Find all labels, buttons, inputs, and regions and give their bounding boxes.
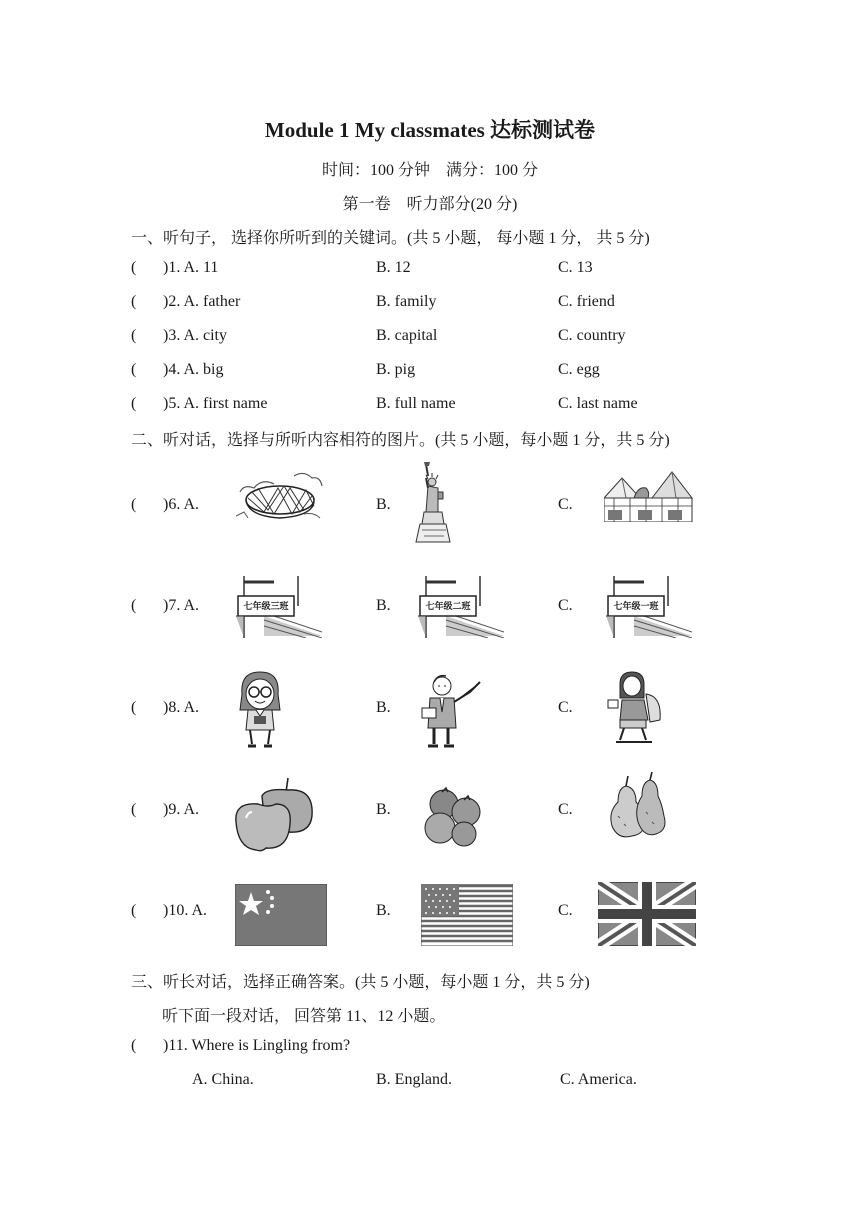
classroom-sign-icon[interactable] — [604, 576, 692, 638]
answer-blank[interactable]: ( — [131, 597, 137, 614]
section-1-heading: 一、听句子， 选择你所听到的关键词。(共 5 小题， 每小题 1 分， 共 5 分) — [131, 230, 650, 247]
option-b: B. pig — [376, 361, 416, 378]
page-title: Module 1 My classmates 达标测试卷 — [264, 118, 596, 142]
usa-flag-icon[interactable] — [421, 884, 513, 946]
question-row — [131, 259, 731, 283]
girl-with-glasses-icon[interactable] — [236, 670, 284, 752]
option-c: C. 13 — [558, 259, 593, 276]
option-a: )9. A. — [163, 801, 199, 818]
option-b: B. full name — [376, 395, 456, 412]
option-c: C. egg — [558, 361, 600, 378]
option-c: C. America. — [560, 1071, 637, 1088]
question-row — [131, 327, 731, 351]
question-row — [131, 293, 731, 317]
option-a: )6. A. — [163, 496, 199, 513]
class-sign-label: 七年级三班 — [243, 602, 289, 612]
question-row — [131, 361, 731, 385]
option-b: B. family — [376, 293, 437, 310]
option-b: B. — [376, 597, 391, 614]
option-b: B. — [376, 801, 391, 818]
option-b: B. capital — [376, 327, 438, 344]
question-row — [131, 1037, 731, 1061]
question-text: )11. Where is Lingling from? — [163, 1037, 351, 1054]
options-row — [131, 1071, 731, 1095]
option-a: )1. A. 11 — [163, 259, 219, 276]
answer-blank[interactable]: ( — [131, 1037, 137, 1054]
option-c: C. — [558, 902, 573, 919]
option-c: C. last name — [558, 395, 638, 412]
option-a: )5. A. first name — [163, 395, 268, 412]
option-a: )2. A. father — [163, 293, 241, 310]
answer-blank[interactable]: ( — [131, 699, 137, 716]
class-sign-label: 七年级一班 — [613, 602, 659, 612]
apples-icon[interactable] — [232, 776, 314, 856]
dialogue-instruction: 听下面一段对话， 回答第 11、12 小题。 — [162, 1008, 446, 1025]
class-sign-label: 七年级二班 — [425, 602, 471, 612]
teacher-with-pointer-icon[interactable] — [416, 672, 484, 748]
pyramids-sphinx-icon[interactable] — [604, 468, 694, 522]
answer-blank[interactable]: ( — [131, 801, 137, 818]
answer-blank[interactable]: ( — [131, 902, 137, 919]
answer-blank[interactable]: ( — [131, 259, 137, 276]
option-c: C. — [558, 801, 573, 818]
answer-blank[interactable]: ( — [131, 361, 137, 378]
option-a: )10. A. — [163, 902, 207, 919]
woman-in-chair-icon[interactable] — [606, 670, 664, 744]
option-c: C. — [558, 496, 573, 513]
section-2-heading: 二、听对话，选择与所听内容相符的图片。(共 5 小题，每小题 1 分，共 5 分) — [131, 432, 670, 449]
option-b: B. England. — [376, 1071, 452, 1088]
statue-of-liberty-icon[interactable] — [412, 462, 456, 544]
question-row — [131, 395, 731, 419]
option-a: )4. A. big — [163, 361, 224, 378]
option-c: C. country — [558, 327, 626, 344]
option-a: )8. A. — [163, 699, 199, 716]
answer-blank[interactable]: ( — [131, 327, 137, 344]
option-c: C. friend — [558, 293, 615, 310]
pears-icon[interactable] — [606, 772, 668, 840]
answer-blank[interactable]: ( — [131, 496, 137, 513]
bird-nest-stadium-icon[interactable] — [234, 466, 326, 526]
option-b: B. — [376, 496, 391, 513]
option-a: A. China. — [192, 1071, 254, 1088]
option-a: )7. A. — [163, 597, 199, 614]
answer-blank[interactable]: ( — [131, 293, 137, 310]
option-c: C. — [558, 597, 573, 614]
option-b: B. 12 — [376, 259, 411, 276]
china-flag-icon[interactable] — [235, 884, 327, 946]
option-c: C. — [558, 699, 573, 716]
section-3-heading: 三、听长对话，选择正确答案。(共 5 小题，每小题 1 分，共 5 分) — [131, 974, 590, 991]
option-a: )3. A. city — [163, 327, 227, 344]
exam-meta: 时间：100 分钟 满分：100 分 — [321, 162, 538, 179]
option-b: B. — [376, 699, 391, 716]
classroom-sign-icon[interactable] — [234, 576, 322, 638]
oranges-icon[interactable] — [420, 784, 484, 848]
uk-flag-icon[interactable] — [598, 882, 696, 946]
answer-blank[interactable]: ( — [131, 395, 137, 412]
classroom-sign-icon[interactable] — [416, 576, 504, 638]
option-b: B. — [376, 902, 391, 919]
part-title: 第一卷 听力部分(20 分) — [342, 196, 518, 213]
